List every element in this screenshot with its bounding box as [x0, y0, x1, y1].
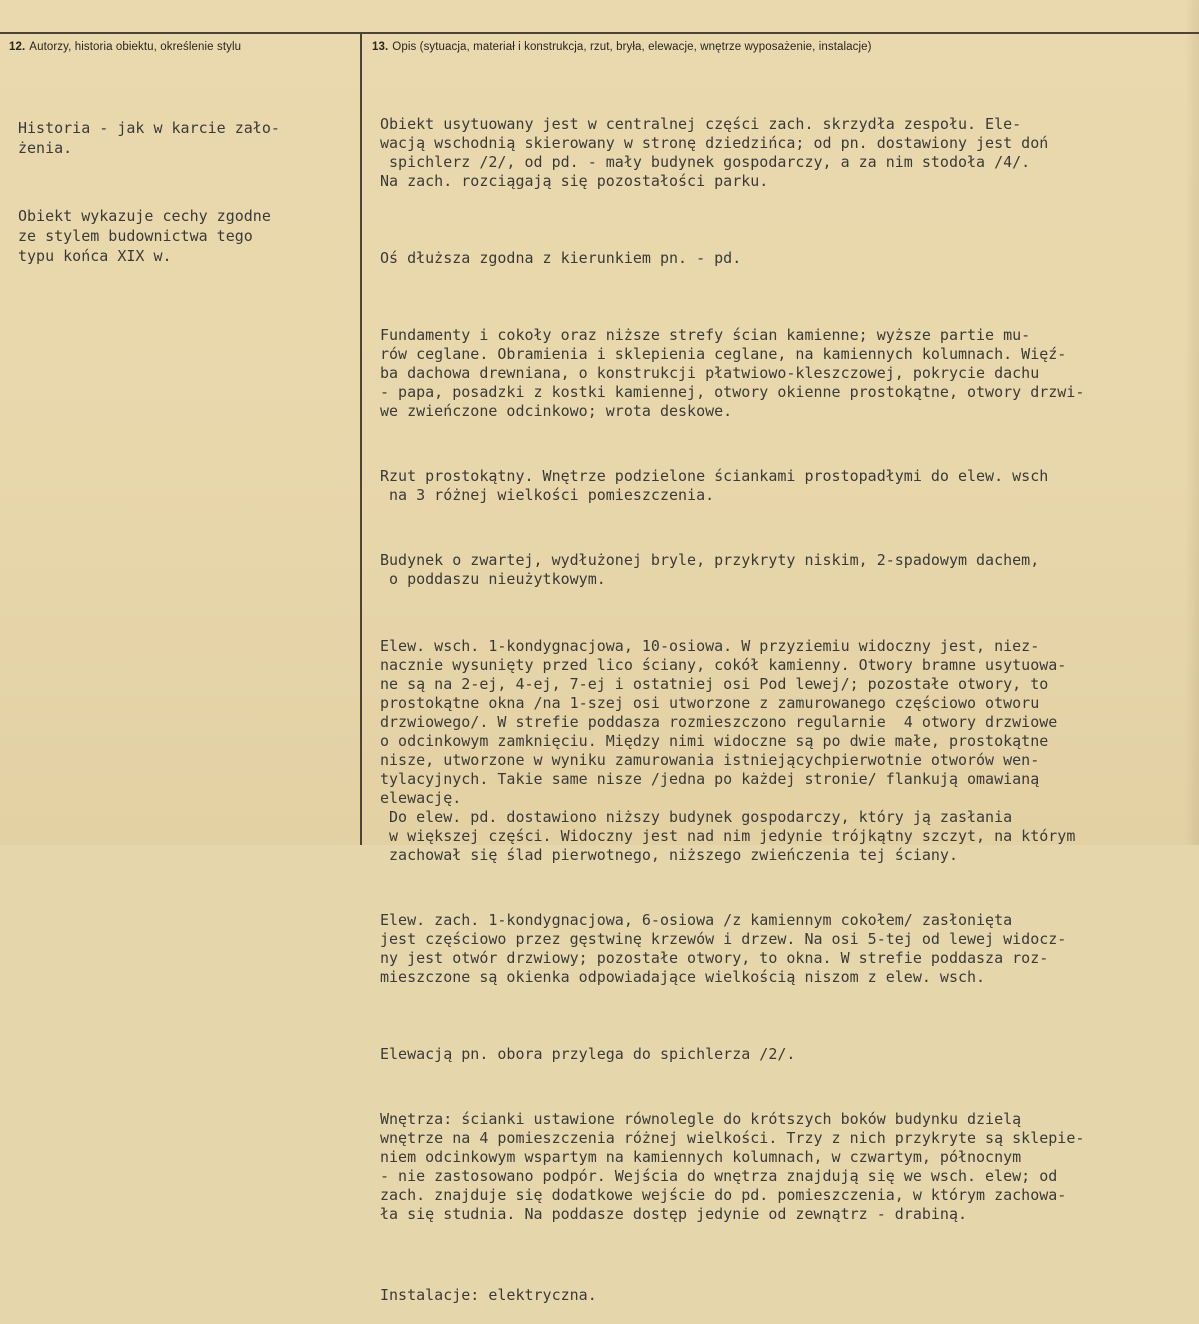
section-13-header	[372, 41, 872, 53]
column-divider	[360, 32, 362, 845]
axis-paragraph: Oś dłuższa zgodna z kierunkiem pn. - pd.	[380, 249, 742, 267]
header-rule	[0, 32, 1199, 34]
section-12-title: Autorzy, historia obiektu, określenie stylu	[29, 41, 242, 53]
situation-paragraph: Obiekt usytuowany jest w centralnej części zach. skrzydła zespołu. Ele- wacją wschodnią skierowany w stronę dziedzińca; od pn. dostawiony jest doń spichlerz /2/, od pd. - mały budynek gospodarczy, a za nim stodoła /4/. Na zach. rozciągają się pozostałości parku.	[380, 115, 1049, 190]
north-elevation-paragraph: Elewacją pn. obora przylega do spichlerza /2/.	[380, 1045, 796, 1063]
section-12-number: 12.	[9, 41, 26, 53]
massing-paragraph: Budynek o zwartej, wydłużonej bryle, przykryty niskim, 2-spadowym dachem, o poddaszu nieużytkowym.	[380, 551, 1040, 588]
west-elevation-paragraph: Elew. zach. 1-kondygnacjowa, 6-osiowa /z kamiennym cokołem/ zasłonięta jest częściowo przez gęstwinę krzewów i drzew. Na osi 5-tej od lewej widocz- ny jest otwór drzwiowy; pozostałe otwory, to okna. W strefie poddasza roz- mieszczone są okienka odpowiadające wielkością niszom z elew. wsch.	[380, 911, 1067, 986]
paper-edge-shadow	[1185, 0, 1199, 845]
description-text	[380, 77, 1180, 1324]
east-elevation-paragraph: Elew. wsch. 1-kondygnacjowa, 10-osiowa. W przyziemiu widoczny jest, niez- nacznie wysunięty przed lico ściany, cokół kamienny. Otwory bramne usytuowa- ne są na 2-ej, 4-ej, 7-ej i ostatniej osi Pod lewej/; pozostałe otwory, to prostokątne okna /na 1-szej osi utworzone z zamurowanego częściowo otworu drzwiowego/. W strefie poddasza rozmieszczono regularnie 4 otwory drzwiowe o odcinkowym zamknięciu. Między nimi widoczne są po dwie małe, prostokątne nisze, utworzone w wyniku zamurowania istniejącychpierwotnie otworów wen- tylacyjnych. Takie same nisze /jedna po każdej stronie/ flankują omawianą elewację. Do elew. pd. dostawiono niższy budynek gospodarczy, który ją zasłania w większej części. Widoczny jest nad nim jedynie trójkątny szczyt, na którym zachował się ślad pierwotnego, niższego zwieńczenia tej ściany.	[380, 637, 1076, 864]
material-construction-paragraph: Fundamenty i cokoły oraz niższe strefy ścian kamienne; wyższe partie mu- rów ceglane. Obramienia i sklepienia ceglane, na kamiennych kolumnach. Więź- ba dachowa drewniana, o konstrukcji płatwiowo-kleszczowej, pokrycie dachu - papa, posadzki z kostki kamiennej, otwory okienne prostokątne, otwory drzwi- we zwieńczone odcinkowo; wrota deskowe.	[380, 326, 1085, 420]
installations-paragraph: Instalacje: elektryczna.	[380, 1286, 597, 1304]
section-13-title: Opis (sytuacja, materiał i konstrukcja, rzut, bryła, elewacje, wnętrze wyposażenie, instalacje)	[392, 41, 872, 53]
style-paragraph: Obiekt wykazuje cechy zgodne ze stylem budownictwa tego typu końca XIX w.	[18, 207, 271, 265]
interior-paragraph: Wnętrza: ścianki ustawione równolegle do krótszych boków budynku dzielą wnętrze na 4 pomieszczenia różnej wielkości. Trzy z nich przykryte są sklepie- niem odcinkowym wspartym na kamiennych kolumnach, w czwartym, północnym - nie zastosowano podpór. Wejścia do wnętrza znajdują się we wsch. elew; od zach. znajduje się dodatkowe wejście do pd. pomieszczenia, w którym zachowa- ła się studnia. Na poddasze dostęp jedynie od zewnątrz - drabiną.	[380, 1110, 1085, 1223]
history-style-text	[18, 78, 354, 286]
plan-paragraph: Rzut prostokątny. Wnętrze podzielone ściankami prostopadłymi do elew. wsch na 3 różnej wielkości pomieszczenia.	[380, 467, 1049, 504]
section-13-number: 13.	[372, 41, 389, 53]
history-paragraph: Historia - jak w karcie zało- żenia.	[18, 119, 280, 157]
section-12-header	[9, 41, 241, 53]
